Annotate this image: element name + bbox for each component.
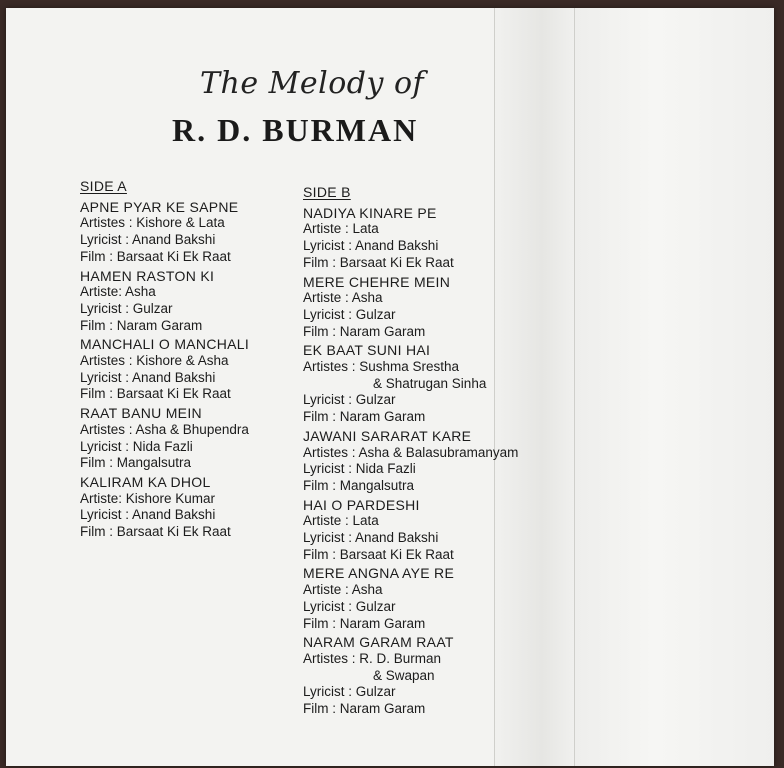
fold-crease — [574, 8, 575, 766]
song-lyricist: Lyricist : Gulzar — [303, 598, 396, 614]
song-title: NADIYA KINARE PE — [303, 204, 437, 221]
song-title: MANCHALI O MANCHALI — [80, 336, 250, 353]
song-title: JAWANI SARARAT KARE — [303, 427, 472, 444]
song-film: Film : Mangalsutra — [303, 477, 415, 493]
song-film: Film : Naram Garam — [303, 701, 426, 717]
song-film: Film : Mangalsutra — [80, 455, 192, 471]
song-artistes: Artiste : Asha — [303, 582, 383, 598]
song-title: HAMEN RASTON KI — [80, 267, 215, 284]
song-lyricist: Lyricist : Anand Bakshi — [80, 232, 216, 248]
song-title: MERE ANGNA AYE RE — [303, 565, 455, 582]
song-film: Film : Naram Garam — [303, 615, 426, 631]
song-film: Film : Barsaat Ki Ek Raat — [80, 386, 231, 402]
song-lyricist: Lyricist : Nida Fazli — [303, 461, 416, 477]
side-a-heading: SIDE A — [80, 178, 127, 194]
side-b-heading: SIDE B — [303, 184, 351, 200]
song-title: KALIRAM KA DHOL — [80, 473, 211, 490]
song-title: NARAM GARAM RAAT — [303, 634, 454, 651]
song-title: RAAT BANU MEIN — [80, 405, 202, 422]
song-artistes: Artistes : Asha & Bhupendra — [80, 421, 249, 437]
side-b-tracklist — [303, 184, 518, 718]
song-lyricist: Lyricist : Gulzar — [303, 684, 396, 700]
fold-panel — [574, 8, 774, 766]
song-title: EK BAAT SUNI HAI — [303, 342, 431, 359]
song-artistes-continued: & Swapan — [373, 667, 435, 683]
song-film: Film : Barsaat Ki Ek Raat — [80, 248, 231, 264]
song-film: Film : Barsaat Ki Ek Raat — [80, 524, 231, 540]
song-film: Film : Barsaat Ki Ek Raat — [303, 546, 454, 562]
song-artistes: Artistes : R. D. Burman — [303, 650, 442, 666]
song-artistes: Artiste : Asha — [303, 290, 383, 306]
song-artistes: Artistes : Sushma Srestha — [303, 359, 460, 375]
song-artistes: Artiste : Lata — [303, 221, 379, 237]
song-artistes-continued: & Shatrugan Sinha — [373, 375, 487, 391]
song-artistes: Artiste : Lata — [303, 513, 379, 529]
song-artistes: Artistes : Asha & Balasubramanyam — [303, 444, 519, 460]
song-artistes: Artistes : Kishore & Lata — [80, 215, 225, 231]
song-lyricist: Lyricist : Anand Bakshi — [303, 238, 439, 254]
song-lyricist: Lyricist : Nida Fazli — [80, 438, 193, 454]
song-lyricist: Lyricist : Gulzar — [303, 392, 396, 408]
artist-name: R. D. BURMAN — [172, 112, 419, 148]
song-title: HAI O PARDESHI — [303, 496, 420, 513]
song-film: Film : Barsaat Ki Ek Raat — [303, 254, 454, 270]
song-film: Film : Naram Garam — [303, 409, 426, 425]
title-prefix: The Melody of — [200, 66, 425, 101]
song-artistes: Artistes : Kishore & Asha — [80, 353, 229, 369]
song-lyricist: Lyricist : Anand Bakshi — [303, 530, 439, 546]
song-artistes: Artiste: Asha — [80, 284, 156, 300]
song-lyricist: Lyricist : Anand Bakshi — [80, 369, 216, 385]
song-title: APNE PYAR KE SAPNE — [80, 198, 239, 215]
song-title: MERE CHEHRE MEIN — [303, 273, 451, 290]
song-lyricist: Lyricist : Gulzar — [80, 300, 173, 316]
song-lyricist: Lyricist : Anand Bakshi — [80, 507, 216, 523]
song-artistes: Artiste: Kishore Kumar — [80, 490, 216, 506]
song-lyricist: Lyricist : Gulzar — [303, 306, 396, 322]
song-film: Film : Naram Garam — [303, 323, 426, 339]
song-film: Film : Naram Garam — [80, 317, 203, 333]
side-a-tracklist — [80, 178, 249, 541]
